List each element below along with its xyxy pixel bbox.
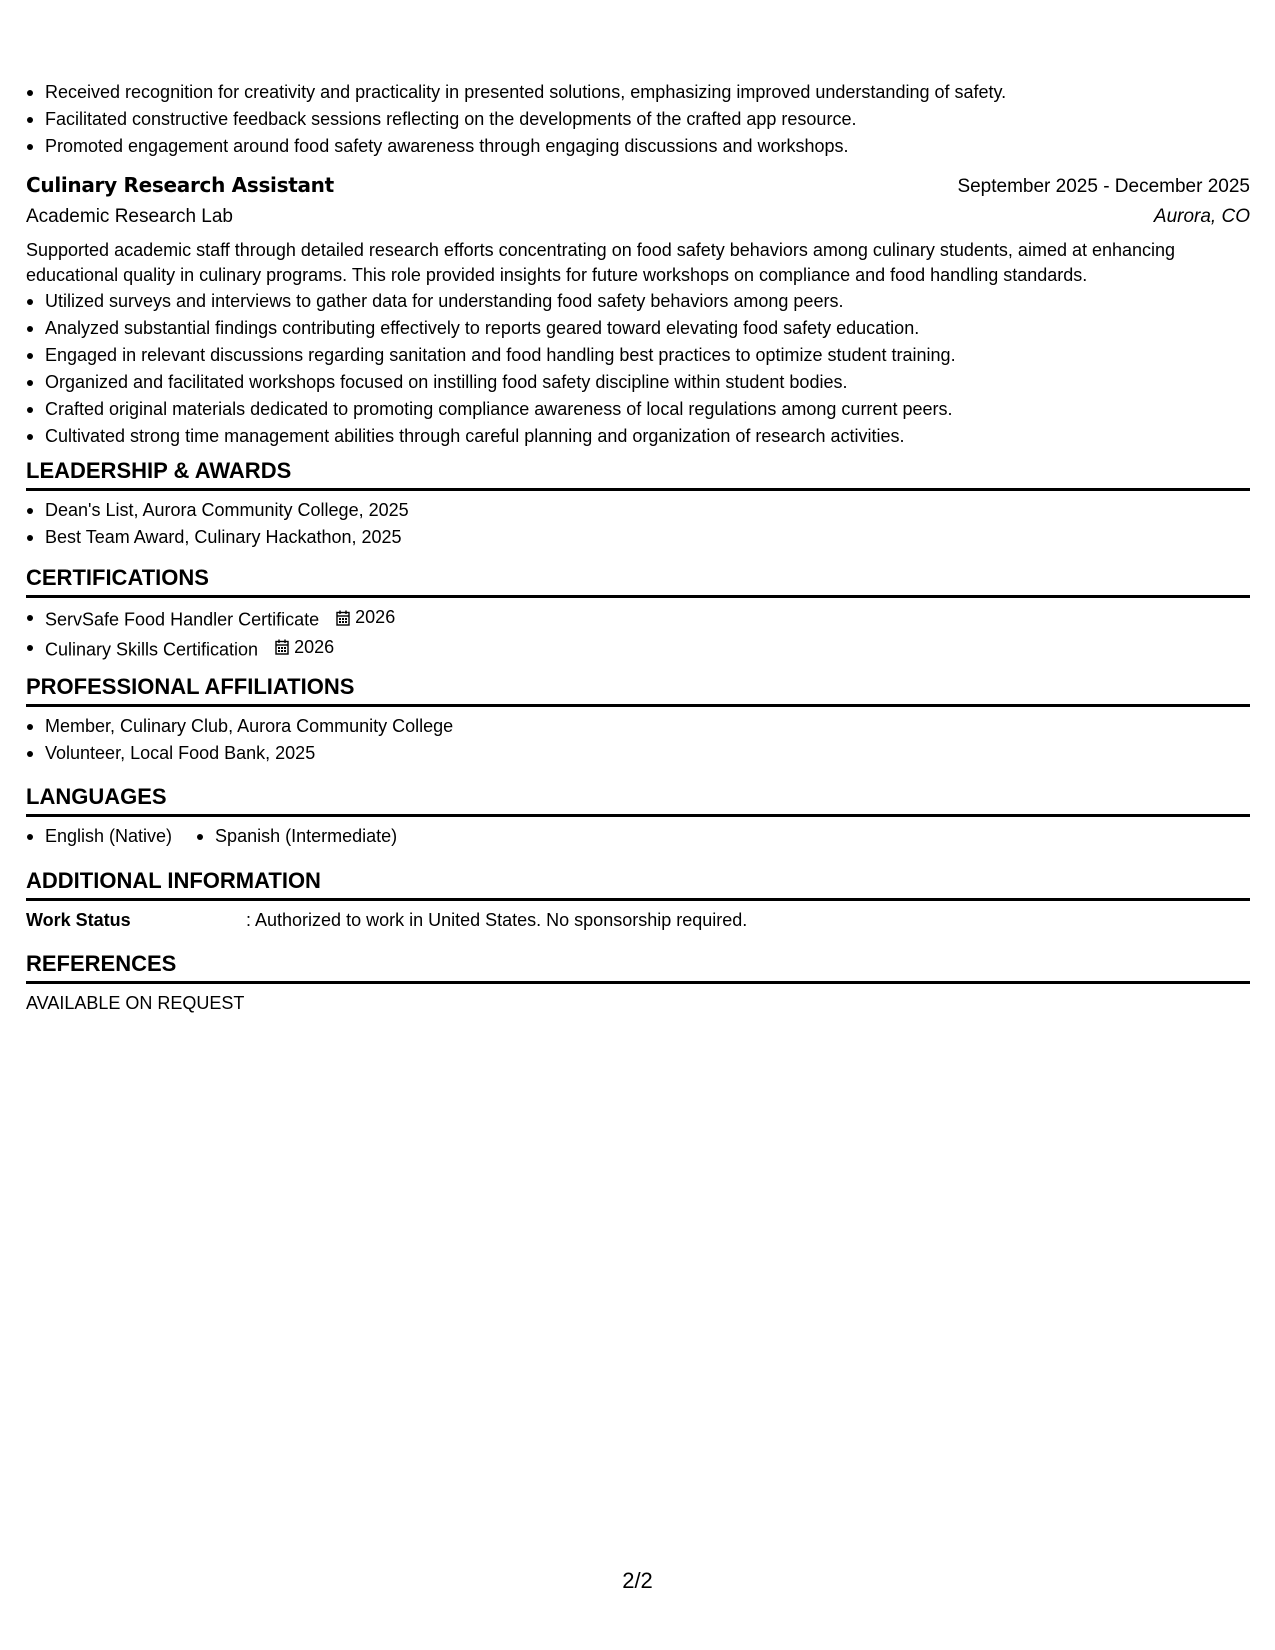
calendar-icon	[275, 639, 289, 655]
job-summary: Supported academic staff through detailed research efforts concentrating on food safety behaviors among culinary students, aimed at enhancing educational quality in culinary programs. This role provided insights for future workshops on compliance and food handling standards.	[26, 240, 1176, 285]
section-heading: LEADERSHIP & AWARDS	[26, 457, 1250, 491]
additional-info-section	[26, 867, 1250, 934]
list-item: Crafted original materials dedicated to promoting compliance awareness of local regulations among current peers.	[26, 396, 1250, 423]
list-item: Spanish (Intermediate)	[196, 823, 397, 850]
affiliations-section	[26, 673, 1250, 767]
job-location: Aurora, CO	[1153, 206, 1250, 227]
list-item: Promoted engagement around food safety awareness through engaging discussions and workshops.	[26, 133, 1006, 160]
references-section	[26, 950, 1250, 1017]
list-item: Best Team Award, Culinary Hackathon, 2025	[26, 524, 1250, 551]
certifications-section	[26, 564, 1250, 663]
list-item: Cultivated strong time management abilities through careful planning and organization of research activities.	[26, 423, 1250, 450]
job-organization: Academic Research Lab	[26, 206, 233, 227]
section-heading: CERTIFICATIONS	[26, 564, 1250, 598]
section-heading: ADDITIONAL INFORMATION	[26, 867, 1250, 901]
list-item: Organized and facilitated workshops focused on instilling food safety discipline within student bodies.	[26, 369, 1250, 396]
leadership-section	[26, 457, 1250, 551]
list-item	[26, 604, 1250, 634]
languages-section	[26, 783, 1250, 850]
work-status-label: Work Status	[26, 910, 131, 930]
job-bullets	[26, 288, 1250, 450]
previous-role-bullets	[26, 79, 1006, 160]
list-item: Received recognition for creativity and practicality in presented solutions, emphasizing improved understanding of safety.	[26, 79, 1006, 106]
list-item: Utilized surveys and interviews to gather data for understanding food safety behaviors among peers.	[26, 288, 1250, 315]
list-item: Analyzed substantial findings contributing effectively to reports geared toward elevating food safety education.	[26, 315, 1250, 342]
list-item: English (Native)	[26, 823, 172, 850]
list-item	[26, 634, 1250, 664]
section-heading: REFERENCES	[26, 950, 1250, 984]
job-dates: September 2025 - December 2025	[957, 176, 1250, 197]
certification-name: Culinary Skills Certification	[45, 639, 259, 659]
calendar-icon	[336, 610, 350, 626]
list-item: Engaged in relevant discussions regarding sanitation and food handling best practices to optimize student training.	[26, 342, 1250, 369]
job-entry	[26, 170, 1250, 450]
list-item: Volunteer, Local Food Bank, 2025	[26, 740, 1250, 767]
section-heading: PROFESSIONAL AFFILIATIONS	[26, 673, 1250, 707]
certification-year: 2026	[355, 607, 396, 627]
certification-year: 2026	[294, 636, 335, 657]
job-title: Culinary Research Assistant	[26, 173, 334, 197]
section-heading: LANGUAGES	[26, 783, 1250, 817]
work-status-value: : Authorized to work in United States. No sponsorship required.	[246, 910, 748, 930]
list-item: Dean's List, Aurora Community College, 2025	[26, 497, 1250, 524]
page-number: 2/2	[622, 1568, 653, 1593]
list-item: Member, Culinary Club, Aurora Community College	[26, 713, 1250, 740]
certification-name: ServSafe Food Handler Certificate	[45, 609, 320, 630]
references-text: AVAILABLE ON REQUEST	[26, 993, 245, 1013]
list-item: Facilitated constructive feedback sessions reflecting on the developments of the crafted app resource.	[26, 106, 1006, 133]
